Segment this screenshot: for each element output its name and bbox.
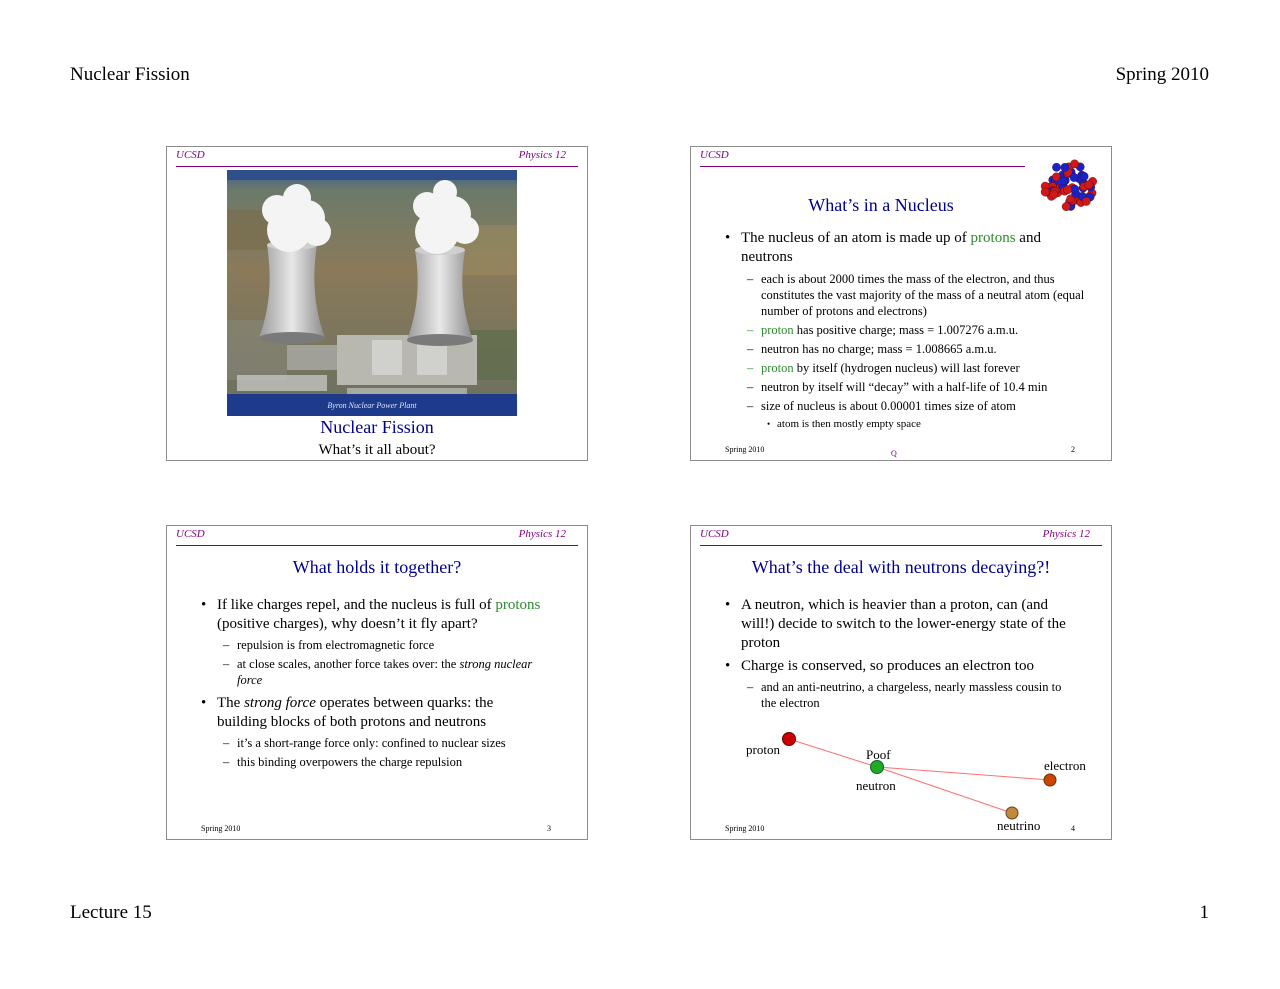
slide-header-rule xyxy=(176,166,578,167)
slide-org: UCSD xyxy=(176,149,205,161)
bullet-point: • A neutron, which is heavier than a proton, can (and will!) decide to switch to the lower-energy state of the proton xyxy=(725,596,1071,653)
slide-4 xyxy=(690,525,1112,840)
page-header-title: Nuclear Fission xyxy=(70,64,190,85)
slide-1 xyxy=(166,146,588,461)
sub-bullet: – this binding overpowers the charge repulsion xyxy=(201,754,547,770)
page-footer-lecture: Lecture 15 xyxy=(70,902,152,923)
label-poof: Poof xyxy=(866,747,891,762)
sub-bullet: – and an anti-neutrino, a chargeless, nearly massless cousin to the electron xyxy=(725,679,1071,711)
label-neutrino: neutrino xyxy=(997,818,1041,833)
slide-title: What’s the deal with neutrons decaying?! xyxy=(751,557,1051,577)
sub-bullet: – each is about 2000 times the mass of the electron, and thus constitutes the vast majority of the mass of a neutral atom (equal number of protons and electrons) xyxy=(725,271,1089,319)
slide-footer-date: Spring 2010 xyxy=(725,824,765,833)
page-footer-number: 1 xyxy=(1199,902,1209,923)
label-neutron: neutron xyxy=(856,778,896,793)
sub-bullet: – neutron has no charge; mass = 1.008665 a.m.u. xyxy=(725,341,1089,357)
page-header-date: Spring 2010 xyxy=(1115,64,1209,85)
slide-title: What holds it together? xyxy=(292,557,462,577)
label-electron: electron xyxy=(1044,758,1086,773)
proton-particle xyxy=(783,733,796,746)
slide-title: What’s in a Nucleus xyxy=(808,195,954,215)
slide-header-rule xyxy=(700,545,1102,546)
slide-footer-mark: Q xyxy=(891,449,897,458)
decay-line-electron xyxy=(877,767,1050,780)
slide-footer-number: 4 xyxy=(1071,824,1075,833)
bullet-point: • The nucleus of an atom is made up of protons and neutrons xyxy=(725,229,1089,267)
sub-bullet: – it’s a short-range force only: confined to nuclear sizes xyxy=(201,735,547,751)
slide-header-rule xyxy=(700,166,1025,167)
sub-bullet: – neutron by itself will “decay” with a half-life of 10.4 min xyxy=(725,379,1089,395)
slide-footer-date: Spring 2010 xyxy=(201,824,241,833)
slide-footer-number: 3 xyxy=(547,824,551,833)
decay-line-neutrino xyxy=(877,767,1012,813)
bullet-point: • Charge is conserved, so produces an electron too xyxy=(725,657,1071,676)
decay-line-proton xyxy=(789,739,877,767)
bullet-point: • If like charges repel, and the nucleus is full of protons (positive charges), why doesn’t it fly apart? xyxy=(201,596,547,634)
sub-bullet: – size of nucleus is about 0.00001 times size of atom xyxy=(725,398,1089,414)
slide-footer-number: 2 xyxy=(1071,445,1075,454)
slide-3 xyxy=(166,525,588,840)
sub-bullet: – repulsion is from electromagnetic force xyxy=(201,637,547,653)
neutron-decay-diagram xyxy=(691,721,1111,831)
power-plant-photo xyxy=(227,170,517,416)
slide-org: UCSD xyxy=(700,528,729,540)
slide-org: UCSD xyxy=(700,149,729,161)
sub-bullet: – at close scales, another force takes over: the strong nuclear force xyxy=(201,656,547,688)
bullet-point: • The strong force operates between quarks: the building blocks of both protons and neutrons xyxy=(201,694,547,732)
slide-header-rule xyxy=(176,545,578,546)
slide-course: Physics 12 xyxy=(518,149,566,161)
slide-course: Physics 12 xyxy=(1042,528,1090,540)
slide-course: Physics 12 xyxy=(518,528,566,540)
slide-2 xyxy=(690,146,1112,461)
sub-bullet: – proton by itself (hydrogen nucleus) will last forever xyxy=(725,360,1089,376)
slide-title: Nuclear Fission xyxy=(320,417,434,437)
slide-footer-date: Spring 2010 xyxy=(725,445,765,454)
label-proton: proton xyxy=(746,742,780,757)
slide-subtitle: What’s it all about? xyxy=(318,442,436,458)
sub-bullet: – proton has positive charge; mass = 1.007276 a.m.u. xyxy=(725,322,1089,338)
slide-org: UCSD xyxy=(176,528,205,540)
photo-caption: Byron Nuclear Power Plant xyxy=(327,401,417,410)
electron-particle xyxy=(1044,774,1056,786)
sub-sub-bullet: • atom is then mostly empty space xyxy=(725,417,1089,431)
